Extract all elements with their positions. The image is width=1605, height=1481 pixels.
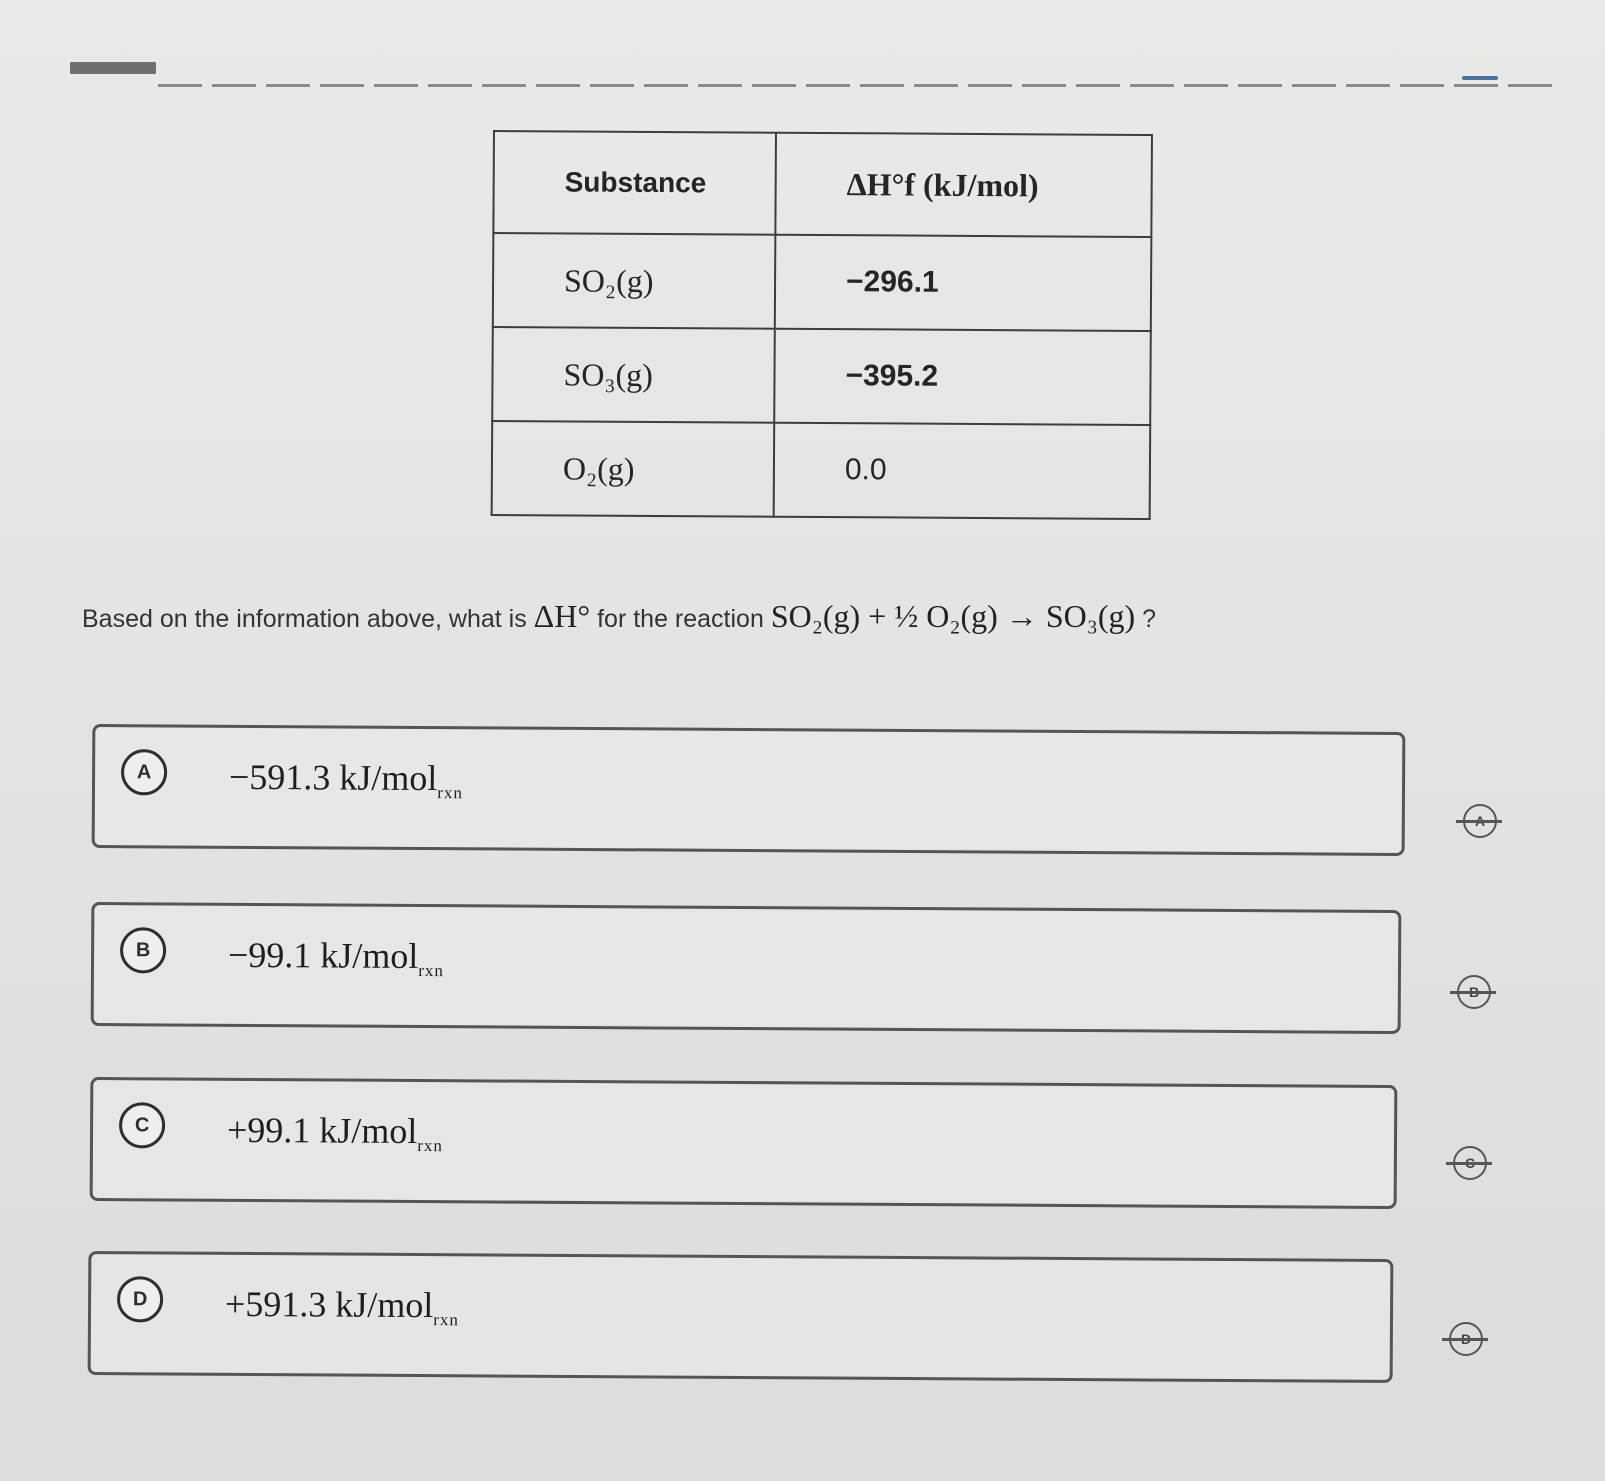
enthalpy-cell: −296.1 — [775, 235, 1152, 331]
choice-b[interactable] — [91, 902, 1402, 1034]
strikethrough-d-button[interactable] — [1442, 1322, 1488, 1356]
strike-line — [1450, 991, 1496, 994]
choice-d[interactable] — [88, 1251, 1394, 1383]
delta-h-symbol: ΔH° — [533, 598, 591, 634]
choice-a-value — [229, 756, 463, 803]
table-row — [493, 233, 1152, 331]
question-middle: for the reaction — [597, 605, 764, 633]
answer-value: −99.1 kJ/mol — [227, 934, 419, 976]
header-enthalpy: ΔH°f (kJ/mol) — [775, 133, 1152, 237]
answer-subscript: rxn — [418, 960, 445, 981]
choice-b-value — [228, 934, 444, 981]
progress-track — [158, 84, 1558, 87]
choice-a[interactable] — [92, 724, 1406, 856]
choice-letter-b: B — [120, 927, 166, 973]
question-text — [82, 598, 1156, 635]
answer-value: +99.1 kJ/mol — [226, 1109, 418, 1152]
strikethrough-b-button[interactable] — [1450, 975, 1496, 1009]
substance-cell: O₂(g) — [492, 421, 775, 517]
table-row — [492, 327, 1151, 425]
choice-c-value — [227, 1109, 443, 1156]
reaction-equation: SO₂(g) + ½ O₂(g) → SO₃(g) — [770, 598, 1136, 634]
progress-bar — [70, 60, 1570, 90]
answer-value: −591.3 kJ/mol — [228, 756, 438, 799]
question-suffix: ? — [1142, 605, 1157, 633]
choice-c[interactable] — [90, 1077, 1398, 1209]
enthalpy-cell: −395.2 — [774, 329, 1151, 425]
answer-subscript: rxn — [433, 1310, 460, 1330]
answer-value: +591.3 kJ/mol — [224, 1283, 434, 1326]
header-substance: Substance — [493, 131, 776, 235]
strikethrough-c-button[interactable] — [1446, 1146, 1492, 1180]
question-prefix: Based on the information above, what is — [82, 605, 527, 633]
table-row — [492, 421, 1151, 519]
progress-fill — [70, 62, 156, 74]
strike-line — [1456, 820, 1502, 823]
answer-subscript: rxn — [437, 783, 464, 803]
answer-subscript: rxn — [417, 1136, 444, 1156]
choice-letter-a: A — [121, 749, 167, 795]
choice-letter-d: D — [117, 1276, 163, 1322]
table-header-row — [493, 131, 1152, 237]
substance-cell: SO₃(g) — [492, 327, 775, 423]
substance-cell: SO₂(g) — [493, 233, 776, 329]
current-question-marker[interactable] — [1462, 76, 1498, 80]
choice-d-value — [225, 1283, 459, 1330]
strike-line — [1442, 1338, 1488, 1341]
choice-letter-c: C — [119, 1102, 165, 1148]
enthalpy-table — [491, 130, 1153, 520]
strike-line — [1446, 1162, 1492, 1165]
strikethrough-a-button[interactable] — [1456, 804, 1502, 838]
enthalpy-cell: 0.0 — [774, 423, 1151, 519]
